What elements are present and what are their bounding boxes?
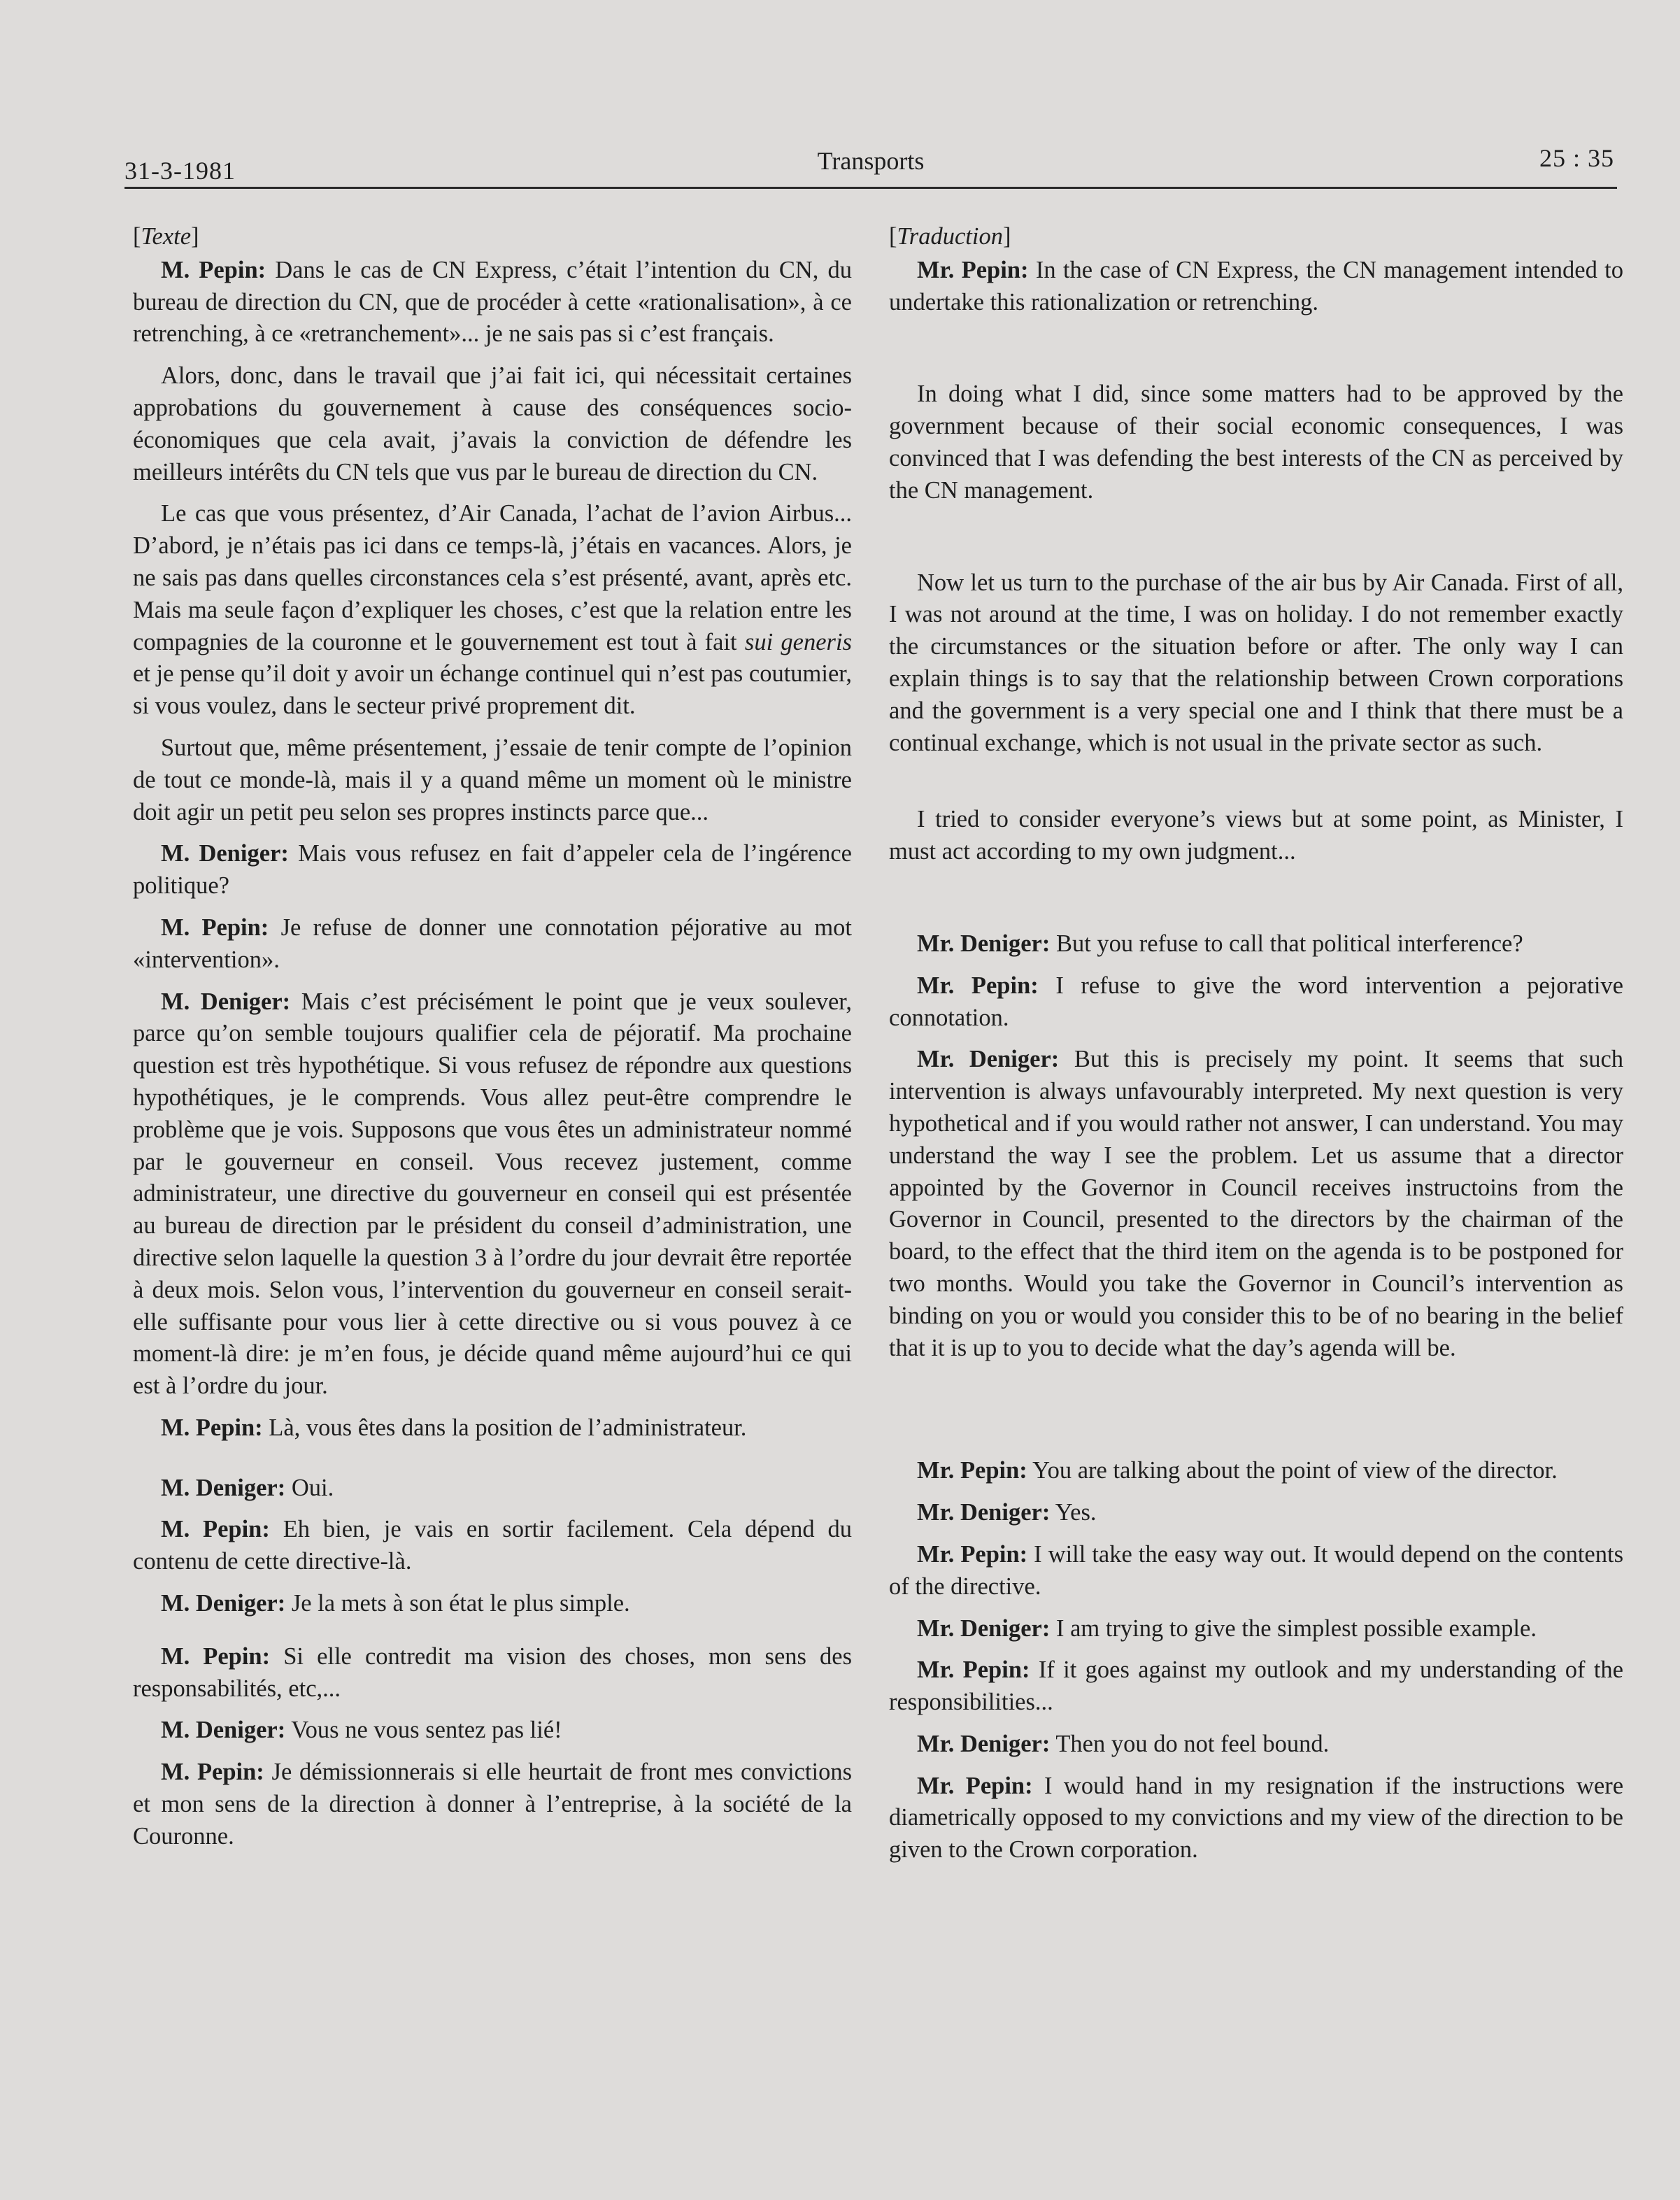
paragraph-text: Surtout que, même présentement, j’essaie de tenir compte de l’opinion de tout ce monde-là, mais il y a quand même un moment où le ministre doit agir un petit peu selon ses propres instincts parce que... <box>133 734 852 825</box>
paragraph-text: Mais c’est précisément le point que je veux soulever, parce qu’on semble toujours qualifier cela de péjoratif. Ma prochaine question est très hypothétique. Si vous refusez de répondre aux questions hypothétiques, je le comprends. Vous allez peut-être comprendre le problème que je vois. Supposons que vous êtes un administrateur nommé par le gouverneur en conseil. Vous recevez justement, comme administrateur, une directive du gouverneur en conseil qui est présentée au bureau de direction par le président du conseil d’administration, une directive selon laquelle la question 3 à l’ordre du jour devrait être reportée à deux mois. Selon vous, l’intervention du gouverneur en conseil serait-elle suffisante pour vous lier à cette directive ou si vous pouvez à ce moment-là dire: je m’en fous, je décide quand même aujourd’hui ce qui est à l’ordre du jour. <box>133 988 852 1400</box>
french-paragraph <box>133 838 852 902</box>
english-paragraph <box>889 1497 1623 1529</box>
header-title: Transports <box>817 147 925 175</box>
speaker-name: M. Pepin: <box>161 1642 271 1670</box>
speaker-name: Mr. Pepin: <box>917 256 1029 283</box>
paragraph-text: Le cas que vous présentez, d’Air Canada, l’achat de l’avion Airbus... D’abord, je n’étais pas ici dans ce temps-là, j’étais en vacances. Alors, je ne sais pas dans quelles circonstances cela s’est présenté, avant, après etc. Mais ma seule façon d’expliquer les choses, c’est que la relation entre les compagnies de la couronne et le gouvernement est tout à fait <box>133 500 852 655</box>
speaker-name: Mr. Deniger: <box>917 930 1051 957</box>
english-paragraph <box>889 1455 1623 1487</box>
french-paragraph <box>133 1514 852 1578</box>
french-section-tag-label: Texte <box>141 223 192 250</box>
speaker-name: M. Pepin: <box>161 1516 270 1543</box>
speaker-name: Mr. Deniger: <box>917 1730 1051 1757</box>
paragraph-text: Si elle contredit ma vision des choses, mon sens des responsabilités, etc,... <box>133 1642 853 1702</box>
french-paragraph <box>133 498 852 723</box>
speaker-name: Mr. Pepin: <box>917 1457 1027 1484</box>
speaker-name: M. Pepin: <box>161 1414 263 1441</box>
speaker-name: Mr. Deniger: <box>917 1499 1051 1526</box>
paragraph-text: Je refuse de donner une connotation péjorative au mot «intervention». <box>133 914 852 973</box>
speaker-name: Mr. Deniger: <box>917 1614 1051 1642</box>
french-column <box>133 221 852 1863</box>
paragraph-text: I tried to consider everyone’s views but at some point, as Minister, I must act according to my own judgment... <box>889 806 1623 865</box>
speaker-name: M. Deniger: <box>161 988 291 1015</box>
french-paragraph <box>133 1641 852 1705</box>
speaker-name: M. Pepin: <box>161 256 266 283</box>
english-section-tag-label: Traduction <box>897 223 1003 250</box>
french-paragraph <box>133 732 852 828</box>
french-paragraph <box>133 912 852 977</box>
speaker-name: M. Deniger: <box>161 840 289 867</box>
paragraph-text: But you refuse to call that political interference? <box>1055 930 1523 957</box>
speaker-name: M. Deniger: <box>161 1590 286 1617</box>
english-paragraph <box>889 255 1623 319</box>
speaker-name: Mr. Pepin: <box>917 1772 1033 1799</box>
paragraph-text-continued: et je pense qu’il doit y avoir un échange continuel qui n’est pas coutumier, si vous voulez, dans le secteur privé proprement dit. <box>133 660 852 720</box>
paragraph-text: Yes. <box>1055 1499 1097 1526</box>
paragraph-text: Vous ne vous sentez pas lié! <box>291 1717 562 1744</box>
paragraph-text: In the case of CN Express, the CN management intended to undertake this rationalization or retrenching. <box>889 256 1624 315</box>
english-paragraph <box>889 804 1623 868</box>
french-paragraph <box>133 986 852 1403</box>
french-paragraph <box>133 1715 852 1747</box>
paragraph-text: In doing what I did, since some matters had to be approved by the government because of their social economic consequences, I was convinced that I was defending the best interests of the CN as perceived by the CN management. <box>889 381 1623 504</box>
paragraph-text: Je démissionnerais si elle heurtait de front mes convictions et mon sens de la direction à donner à l’entreprise, à la société de la Couronne. <box>133 1759 852 1850</box>
french-paragraph <box>133 1757 852 1852</box>
paragraph-text: I am trying to give the simplest possible example. <box>1055 1614 1537 1642</box>
speaker-name: M. Pepin: <box>161 1759 264 1786</box>
speaker-name: M. Pepin: <box>161 914 269 941</box>
english-paragraph <box>889 1613 1623 1645</box>
paragraph-text: Je la mets à son état le plus simple. <box>291 1590 630 1617</box>
italic-phrase: sui generis <box>744 628 852 655</box>
paragraph-text: But this is precisely my point. It seems that such intervention is always unfavourably interpreted. My next question is very hypothetical and if you would rather not answer, I can understand. You may understand the way I see the problem. Let us assume that a director appointed by the Governor in Council receives instructoins from the Governor in Council, presented to the directors by the chairman of the board, to the effect that the third item on the agenda is to be postponed for two months. Would you take the Governor in Council’s intervention as binding on you or would you consider this to be of no bearing in the belief that it is up to you to decide what the day’s agenda will be. <box>889 1046 1624 1361</box>
paragraph-text: Dans le cas de CN Express, c’était l’intention du CN, du bureau de direction du CN, que de procéder à cette «rationalisation», à ce retrenching, à ce «retranchement»... je ne sais pas si c’est français. <box>133 256 852 348</box>
paragraph-text: Oui. <box>291 1474 334 1501</box>
paragraph-text: Then you do not feel bound. <box>1055 1730 1330 1757</box>
english-section-tag: [Traduction] <box>889 223 1011 250</box>
french-paragraph <box>133 1472 852 1505</box>
page-header <box>124 143 1617 189</box>
paragraph-text: If it goes against my outlook and my understanding of the responsibilities... <box>889 1656 1623 1716</box>
english-paragraph <box>889 970 1623 1035</box>
paragraph-text: Eh bien, je vais en sortir facilement. Cela dépend du contenu de cette directive-là. <box>133 1516 853 1575</box>
speaker-name: Mr. Pepin: <box>917 1540 1028 1568</box>
paragraph-text: I would hand in my resignation if the instructions were diametrically opposed to my convictions and my view of the direction to be given to the Crown corporation. <box>889 1772 1624 1864</box>
english-column <box>889 221 1623 1876</box>
english-paragraph <box>889 378 1623 506</box>
english-paragraph <box>889 1539 1623 1603</box>
paragraph-text: Alors, donc, dans le travail que j’ai fait ici, qui nécessitait certaines approbations du gouvernement à cause des conséquences socio-économiques que cela avait, j’avais la conviction de défendre les meilleurs intérêts du CN tels que vus par le bureau de direction du CN. <box>133 362 852 485</box>
speaker-name: Mr. Deniger: <box>917 1046 1060 1073</box>
header-page-number: 25 : 35 <box>1539 144 1614 172</box>
paragraph-text: Mais vous refusez en fait d’appeler cela de l’ingérence politique? <box>133 840 852 900</box>
paragraph-text: You are talking about the point of view of the director. <box>1032 1457 1558 1484</box>
french-paragraph <box>133 255 852 350</box>
paragraph-text: Now let us turn to the purchase of the air bus by Air Canada. First of all, I was not around at the time, I was on holiday. I do not remember exactly the circumstances or the situation before or after. The only way I can explain things is to say that the relationship between Crown corporations and the government is a very special one and I think that there must be a continual exchange, which is not usual in the private sector as such. <box>889 569 1623 756</box>
speaker-name: M. Deniger: <box>161 1717 286 1744</box>
english-paragraph <box>889 1770 1623 1866</box>
paragraph-text: I refuse to give the word intervention a pejorative connotation. <box>889 972 1623 1031</box>
french-paragraph <box>133 1412 852 1445</box>
speaker-name: M. Deniger: <box>161 1474 286 1501</box>
english-paragraph <box>889 1729 1623 1761</box>
header-date: 31-3-1981 <box>124 157 236 185</box>
english-paragraph <box>889 1044 1623 1364</box>
paragraph-text: Là, vous êtes dans la position de l’administrateur. <box>269 1414 747 1441</box>
french-section-tag: [Texte] <box>133 223 199 250</box>
speaker-name: Mr. Pepin: <box>917 972 1039 999</box>
english-paragraph <box>889 1654 1623 1719</box>
speaker-name: Mr. Pepin: <box>917 1656 1030 1684</box>
english-paragraph <box>889 928 1623 960</box>
french-paragraph <box>133 1588 852 1620</box>
french-paragraph <box>133 360 852 488</box>
english-paragraph <box>889 567 1623 760</box>
paragraph-text: I will take the easy way out. It would depend on the contents of the directive. <box>889 1540 1623 1600</box>
